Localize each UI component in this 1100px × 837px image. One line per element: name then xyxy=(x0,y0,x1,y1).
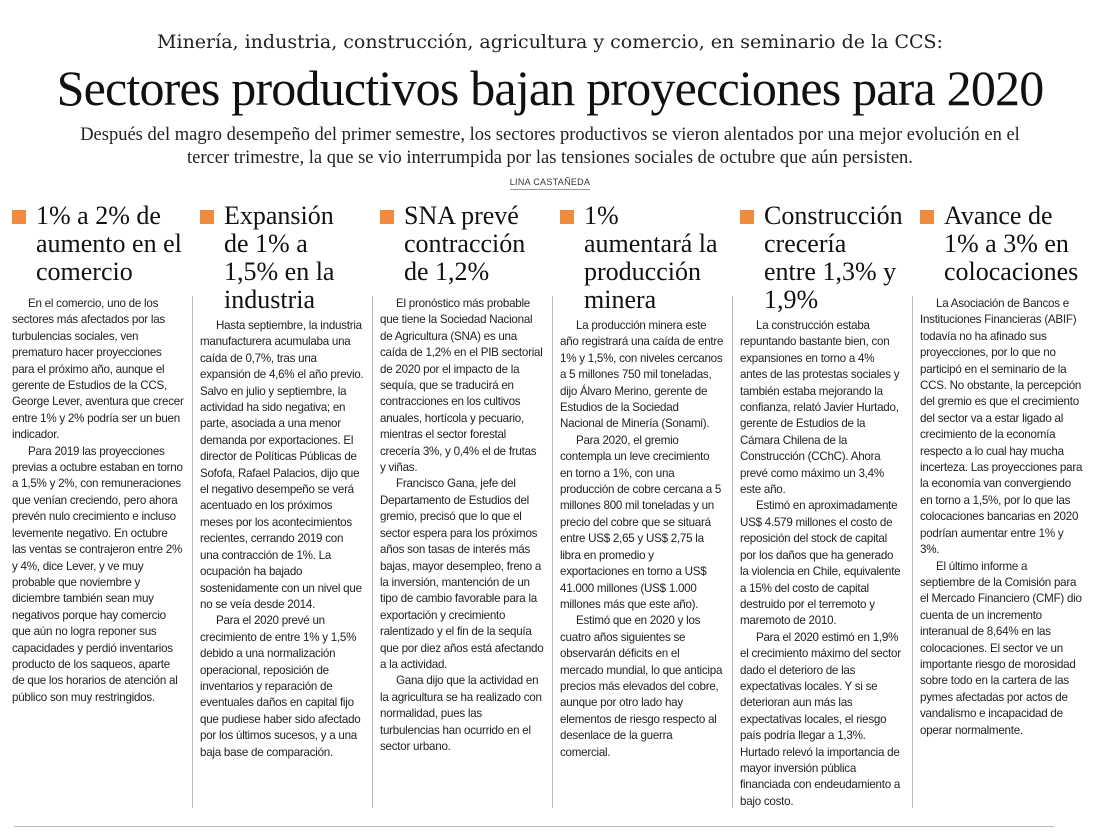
article-columns xyxy=(12,202,1092,810)
article-section xyxy=(912,202,1092,810)
paragraph: El último informe a septiembre de la Comisión para el Mercado Financiero (CMF) dio cuenta de un incremento interanual de 8,64% en las colocaciones. El sector ve un importante riesgo de morosidad sobre todo en la cartera de las pymes afectadas por actos de vandalismo e incapacidad de operar normalmente. xyxy=(920,559,1082,737)
paragraph: Para el 2020 estimó en 1,9% el crecimiento máximo del sector dado el deterioro de las expectativas locales. Y si se deterioran aun más las expectativas locales, el riesgo país podría llegar a 1,3%. Hurtado relevó la importancia de mayor inversión pública financiada con endeudamiento a bajo costo. xyxy=(740,630,901,808)
paragraph: La Asociación de Bancos e Instituciones Financieras (ABIF) todavía no ha afinado sus proyecciones, por lo que no participó en el seminario de la CCS. No obstante, la percepción del gremio es que el crecimiento del sector va a estar ligado al crecimiento de la economía respecto a lo cual hay mucha incerteza. Las proyecciones para la economía van convergiendo en torno a 1,5%, por lo que las colocaciones bancarias en 2020 podrían aumentar entre 1% y 3%. xyxy=(920,297,1083,557)
paragraph: Para 2019 las proyecciones previas a octubre estaban en torno a 1,5% y 2%, con remuneraciones que venían creciendo, pero ahora prevén nulo crecimiento e incluso levemente negativo. En octubre las ventas se contrajeron entre 2% y 4%, dice Lever, y ve muy probable que noviembre y diciembre también sean muy negativos porque hay comercio que aún no logra reponer sus capacidades y perdió inventarios producto de los saqueos, aparte de que los horarios de atención al público son muy restringidos. xyxy=(12,444,183,704)
section-body xyxy=(200,318,364,761)
section-body xyxy=(560,318,724,761)
deck: Después del magro desempeño del primer semestre, los sectores productivos se vieron alentados por una mejor evolución en el tercer trimestre, la que se vio interrumpida por las tensiones sociales de octubre que aún persisten. xyxy=(80,125,1020,168)
section-title: 1% a 2% de aumento en el comercio xyxy=(36,201,182,286)
section-heading xyxy=(380,202,544,296)
orange-square-icon xyxy=(380,210,394,224)
byline-author: LINA CASTAÑEDA xyxy=(510,177,591,190)
paragraph: Estimó en aproximadamente US$ 4.579 millones el costo de reposición del stock de capital por los daños que ha generado la violencia en Chile, equivalente a 15% del costo de capital destruido por el terremoto y maremoto de 2010. xyxy=(740,499,901,628)
section-body xyxy=(920,296,1084,739)
article-section xyxy=(552,202,732,810)
paragraph: En el comercio, uno de los sectores más afectados por las turbulencias sociales, ven prematuro hacer proyecciones para el próximo año, aunque el gerente de Estudios de la CCS, George Lever, aventura que crecer entre 1% y 2% podría ser un buen indicador. xyxy=(12,297,184,442)
section-body xyxy=(380,296,544,755)
paragraph: La producción minera este año registrará una caída de entre 1% y 1,5%, con niveles cercanos a 5 millones 750 mil toneladas, dijo Álvaro Merino, gerente de Estudios de la Sociedad Nacional de Minería (Sonami). xyxy=(560,319,724,431)
section-heading xyxy=(200,202,364,318)
section-title: 1% aumentará la producción minera xyxy=(584,201,718,314)
section-heading xyxy=(740,202,904,318)
article-section xyxy=(372,202,552,810)
section-body xyxy=(740,318,904,810)
orange-square-icon xyxy=(560,210,574,224)
paragraph: Hasta septiembre, la industria manufacturera acumulaba una caída de 0,7%, tras una expansión de 4,6% el año previo. Salvo en julio y septiembre, la actividad ha sido negativa; en parte, asociada a una menor demanda por exportaciones. El director de Políticas Públicas de Sofofa, Rafael Palacios, dijo que el negativo desempeño se verá acentuado en los próximos meses por los acontecimientos recientes, cerrando 2019 con una contracción de 1%. La ocupación ha bajado sostenidamente con un nivel que no se veía desde 2014. xyxy=(200,319,364,611)
article-section xyxy=(192,202,372,810)
paragraph: Estimó que en 2020 y los cuatro años siguientes se observarán déficits en el mercado mundial, lo que anticipa precios más elevados del cobre, aunque por otro lado hay elementos de riesgo respecto al desenlace de la guerra comercial. xyxy=(560,614,723,759)
section-title: Avance de 1% a 3% en colocaciones xyxy=(944,201,1079,286)
headline: Sectores productivos bajan proyecciones para 2020 xyxy=(56,60,1044,116)
kicker: Minería, industria, construcción, agricultura y comercio, en seminario de la CCS: xyxy=(157,31,943,53)
paragraph: Francisco Gana, jefe del Departamento de Estudios del gremio, precisó que lo que el sector espera para los próximos años son tasas de interés más bajas, mayor desempleo, freno a la inversión, mantención de un tipo de cambio favorable para la exportación y crecimiento ralentizado y el fin de la sequía que por diez años está afectando a la actividad. xyxy=(380,477,544,671)
article-section xyxy=(732,202,912,810)
article-section xyxy=(12,202,192,810)
section-heading xyxy=(12,202,184,296)
section-title: Construcción crecería entre 1,3% y 1,9% xyxy=(764,201,903,314)
orange-square-icon xyxy=(12,210,26,224)
section-heading xyxy=(920,202,1084,296)
section-title: Expansión de 1% a 1,5% en la industria xyxy=(224,201,335,314)
orange-square-icon xyxy=(200,210,214,224)
orange-square-icon xyxy=(740,210,754,224)
paragraph: Gana dijo que la actividad en la agricultura se ha realizado con normalidad, pues las turbulencias han ocurrido en el sector urbano. xyxy=(380,674,542,753)
section-body xyxy=(12,296,184,706)
paragraph: La construcción estaba repuntando bastante bien, con expansiones en torno a 4% antes de las protestas sociales y también estaba mejorando la confianza, relató Javier Hurtado, gerente de Estudios de la Cámara Chilena de la Construcción (CChC). Ahora prevé como máximo un 3,4% este año. xyxy=(740,319,900,497)
paragraph: El pronóstico más probable que tiene la Sociedad Nacional de Agricultura (SNA) es una caída de 1,2% en el PIB sectorial de 2020 por el impacto de la sequía, que se traducirá en contracciones en los cultivos anuales, hortícola y pecuario, mientras el sector forestal crecería 3%, y 0,4% el de frutas y viñas. xyxy=(380,297,543,475)
paragraph: Para el 2020 prevé un crecimiento de entre 1% y 1,5% debido a una normalización operacional, reposición de inventarios y reparación de eventuales daños en capital fijo que pudiese haber sido afectado por los últimos sucesos, y a una baja base de comparación. xyxy=(200,614,361,759)
section-heading xyxy=(560,202,724,318)
orange-square-icon xyxy=(920,210,934,224)
section-title: SNA prevé contracción de 1,2% xyxy=(404,201,526,286)
byline xyxy=(0,176,1100,188)
paragraph: Para 2020, el gremio contempla un leve crecimiento en torno a 1%, con una producción de cobre cercana a 5 millones 800 mil toneladas y un precio del cobre que se situará entre US$ 2,65 y US$ 2,75 la libra en promedio y exportaciones en torno a US$ 41.000 millones (US$ 1.000 millones más que este año). xyxy=(560,433,722,611)
bottom-rule xyxy=(14,826,1054,827)
